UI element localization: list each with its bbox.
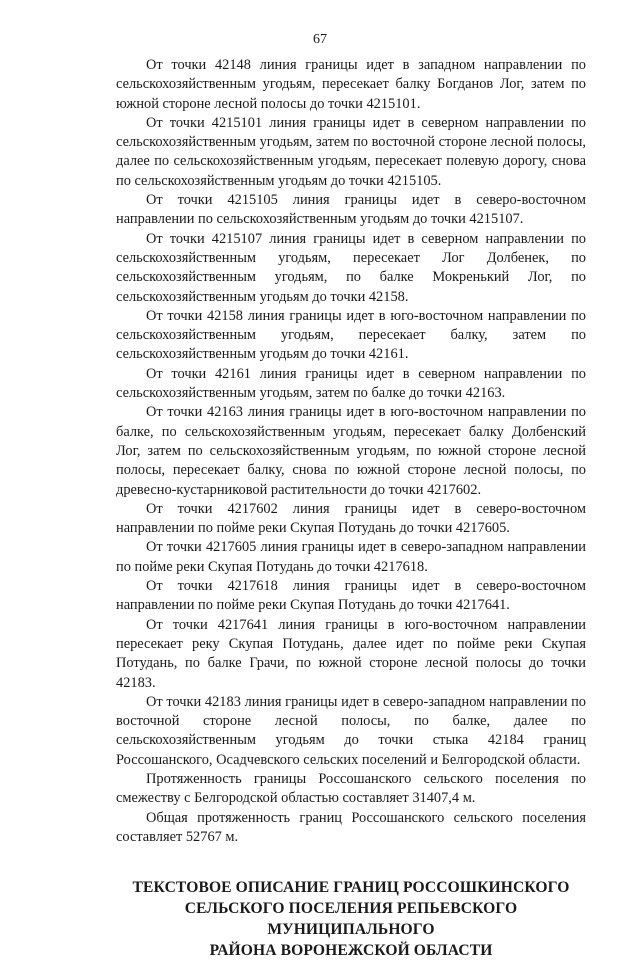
total-length-paragraph: Общая протяженность границ Россошанского сельского поселения составляет 52767 м. — [116, 809, 586, 845]
boundary-paragraph-10: От точки 4217618 линия границы идет в северо-восточном направлении по пойме реки Скупая Потудань до точки 4217641. — [116, 578, 586, 614]
boundary-paragraph-1: От точки 42148 линия границы идет в западном направлении по сельскохозяйственным угодьям, пересекает балку Богданов Лог, затем по южной стороне лесной полосы до точки 4215101. — [116, 57, 586, 112]
section-heading-line-3: РАЙОНА ВОРОНЕЖСКОЙ ОБЛАСТИ — [209, 942, 493, 960]
section-heading — [116, 877, 586, 961]
section-heading-line-1: ТЕКСТОВОЕ ОПИСАНИЕ ГРАНИЦ РОССОШКИНСКОГО — [132, 879, 570, 897]
boundary-paragraph-3: От точки 4215105 линия границы идет в северо-восточном направлении по сельскохозяйственным угодьям до точки 4215107. — [116, 192, 586, 228]
page-number: 67 — [313, 32, 327, 47]
boundary-paragraph-8: От точки 4217602 линия границы идет в северо-восточном направлении по пойме реки Скупая Потудань до точки 4217605. — [116, 500, 586, 537]
boundary-paragraph-2: От точки 4215101 линия границы идет в северном направлении по сельскохозяйственным угодьям, затем по восточной стороне лесной полосы, далее по сельскохозяйственным угодьям, пересекает полевую дорогу, снова по сельскохозяйственным угодьям до точки 4215105. — [116, 114, 586, 189]
section-heading-line-2: СЕЛЬСКОГО ПОСЕЛЕНИЯ РЕПЬЕВСКОГО МУНИЦИПАЛЬНОГО — [184, 900, 518, 939]
boundary-length-paragraph: Протяженность границы Россошанского сельского поселения по смежеству с Белгородской областью составляет 31407,4 м. — [116, 770, 586, 807]
boundary-paragraph-6: От точки 42161 линия границы идет в северном направлении по сельскохозяйственным угодьям, затем по балке до точки 42163. — [116, 365, 586, 402]
boundary-paragraph-7: От точки 42163 линия границы идет в юго-восточном направлении по балке, по сельскохозяйственным угодьям, пересекает балку Долбенский Лог, затем по сельскохозяйственным угодьям, по южной стороне лесной полосы, пересекает балку, снова по южной стороне лесной полосы, по древесно-кустарниковой растительности до точки 4217602. — [116, 404, 586, 498]
boundary-paragraph-11: От точки 4217641 линия границы в юго-восточном направлении пересекает реку Скупая Потудань, далее идет по пойме реки Скупая Потудань, по балке Грачи, по южной стороне лесной полосы до точки 42183. — [116, 616, 586, 691]
document-body — [116, 56, 586, 961]
boundary-paragraph-12: От точки 42183 линия границы идет в северо-западном направлении по восточной стороне лесной полосы, по балке, далее по сельскохозяйственным угодьям до точки стыка 42184 границ Россошанского, Осадчевского сельских поселений и Белгородской области. — [116, 693, 586, 768]
boundary-paragraph-9: От точки 4217605 линия границы идет в северо-западном направлении по пойме реки Скупая Потудань до точки 4217618. — [116, 539, 586, 575]
boundary-paragraph-4: От точки 4215107 линия границы идет в северном направлении по сельскохозяйственным угодьям, пересекает Лог Долбенек, по сельскохозяйственным угодьям, по балке Мокренький Лог, по сельскохозяйственным угодьям до точки 42158. — [116, 230, 586, 305]
boundary-paragraph-5: От точки 42158 линия границы идет в юго-восточном направлении по сельскохозяйственным угодьям, пересекает балку, затем по сельскохозяйственным угодьям до точки 42161. — [116, 307, 586, 363]
